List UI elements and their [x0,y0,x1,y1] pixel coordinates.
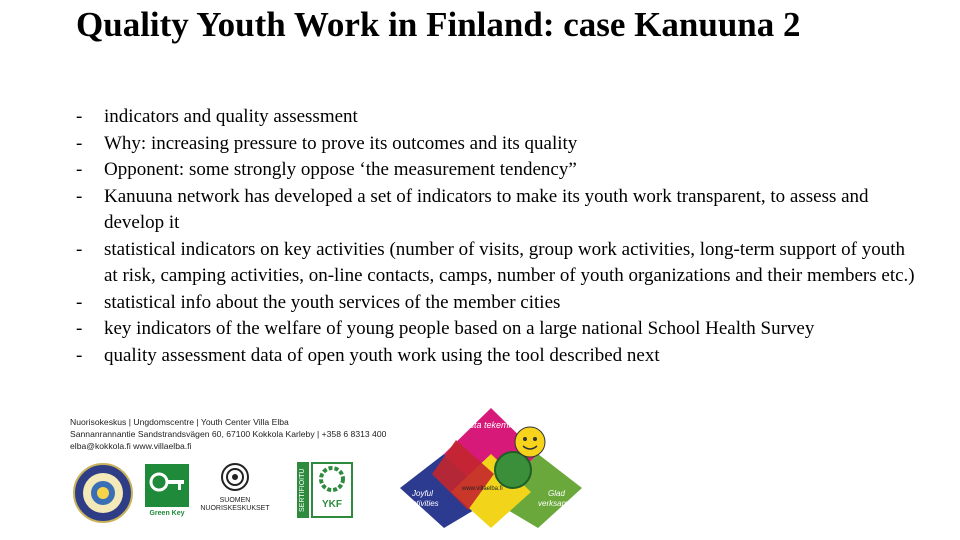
bullet-marker: - [76,238,83,260]
villa-elba-diamond-logo [398,404,584,530]
bullet-text: statistical info about the youth services of the member cities [104,291,561,313]
bullet-text: indicators and quality assessment [104,106,358,127]
flower-icon [220,462,250,492]
diamond-left-text-1: Joyful [412,489,433,498]
bullet-item [76,316,916,343]
bullet-text: Why: increasing pressure to prove its outcomes and its quality [104,132,578,154]
bullet-item [76,104,916,131]
key-icon [145,464,189,502]
bullet-marker: - [76,132,83,154]
bullet-text: key indicators of the welfare of young people based on a large national School Health Survey [104,318,815,339]
leaf-wreath-icon [317,464,347,494]
diamond-right-text-2: verksamhet [538,499,580,508]
bullet-item [76,290,916,317]
bullet-marker: - [76,106,83,127]
bullet-item [76,343,916,370]
footer-address [70,417,386,452]
address-line: Sannanrannantie Sandstrandsvägen 60, 67100 Kokkola Karleby | +358 6 8313 400 [70,428,387,439]
address-line: elba@kokkola.fi www.villaelba.fi [70,440,192,451]
diamond-right-text-1: Glad [548,489,565,498]
nuorisokeskukset-logo [198,462,272,518]
slide-title: Quality Youth Work in Finland: case Kanuuna 2 [76,5,801,44]
bullet-item [76,184,916,237]
ykf-label: YKF [322,499,342,510]
bullet-marker: - [76,344,83,366]
address-line: Nuorisokeskus | Ungdomscentre | Youth Center Villa Elba [70,417,289,427]
bullet-marker: - [76,159,83,180]
seal-logo [72,462,134,524]
bullet-item [76,237,916,290]
diamond-top-text: Iloista tekemistä [458,420,523,430]
bullet-item [76,157,916,184]
certified-label: SERTIFIOITU [299,468,306,512]
bullet-item [76,131,916,158]
green-key-label: Green Key [145,507,189,521]
certified-strip [297,462,309,518]
green-key-logo [145,464,189,516]
bullet-marker: - [76,185,83,207]
ykf-logo [311,462,353,518]
diamond-url-text: www.villaelba.fi [462,486,503,492]
diamond-left-text-2: activities [408,499,439,508]
bullet-text: quality assessment data of open youth work using the tool described next [104,344,660,366]
bullet-list [76,104,916,369]
bullet-marker: - [76,291,83,313]
bullet-text: statistical indicators on key activities (number of visits, group work activities, long-term support of youth at risk, camping activities, on-line contacts, camps, number of youth organizations and their members etc.) [104,238,915,286]
logo-text-suomen: SUOMEN [219,497,251,504]
bullet-text: Kanuuna network has developed a set of indicators to make its youth work transparent, to assess and develop it [104,185,869,233]
logo-text-nuoriso: NUORISKESKUKSET [200,505,270,512]
bullet-text: Opponent: some strongly oppose ‘the measurement tendency” [104,159,577,180]
bullet-marker: - [76,318,83,339]
